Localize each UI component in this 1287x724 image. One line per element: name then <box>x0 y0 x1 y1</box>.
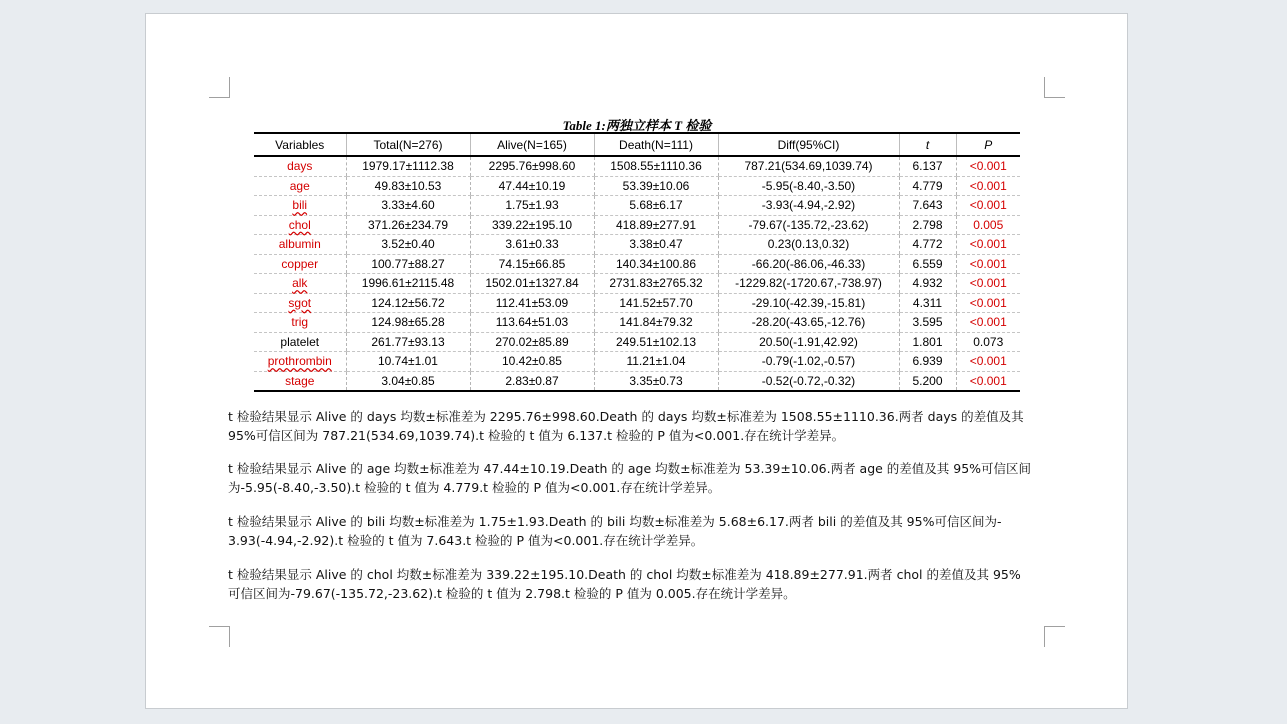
cell-alive-text: 270.02±85.89 <box>495 334 569 349</box>
cell-diff <box>718 235 899 255</box>
table-row <box>254 215 1020 235</box>
cell-p-text: 0.005 <box>973 217 1004 232</box>
table-row <box>254 254 1020 274</box>
cell-death <box>594 235 718 255</box>
cell-alive <box>470 196 594 216</box>
cell-death-text: 11.21±1.04 <box>626 354 686 369</box>
cell-total-text: 1996.61±2115.48 <box>361 276 455 291</box>
cell-t <box>899 332 956 352</box>
cell-diff <box>718 215 899 235</box>
cell-alive-text: 3.61±0.33 <box>505 237 559 252</box>
cell-alive-text: 113.64±51.03 <box>495 315 569 330</box>
cell-p <box>956 235 1020 255</box>
cell-total-text: 3.04±0.85 <box>381 373 435 388</box>
table-row <box>254 293 1020 313</box>
cell-variable <box>254 274 346 294</box>
cell-diff-text: -5.95(-8.40,-3.50) <box>761 178 856 193</box>
cell-death <box>594 332 718 352</box>
cell-p <box>956 313 1020 333</box>
cell-total-text: 124.98±65.28 <box>371 315 445 330</box>
cell-variable-text: trig <box>291 315 309 330</box>
cell-total <box>346 156 470 176</box>
paragraph-age <box>228 459 1050 497</box>
cell-total-text: 49.83±10.53 <box>374 178 442 193</box>
cell-variable-text: copper <box>281 256 319 271</box>
cell-p-text: <0.001 <box>969 159 1007 174</box>
cell-diff <box>718 371 899 391</box>
paragraph-days <box>228 407 1050 445</box>
cell-t-text: 4.932 <box>912 276 943 291</box>
cell-t-text: 4.779 <box>912 178 943 193</box>
cell-total-text: 100.77±88.27 <box>371 256 445 271</box>
cell-total-text: 3.52±0.40 <box>381 237 435 252</box>
cell-alive <box>470 156 594 176</box>
cell-diff <box>718 176 899 196</box>
cell-death-text: 3.35±0.73 <box>629 373 683 388</box>
cell-t <box>899 293 956 313</box>
cell-p <box>956 293 1020 313</box>
cell-alive <box>470 274 594 294</box>
cell-death-text: 5.68±6.17 <box>629 198 683 213</box>
cell-total-text: 1979.17±1112.38 <box>362 159 454 174</box>
cell-diff-text: -29.10(-42.39,-15.81) <box>751 295 866 310</box>
cell-alive-text: 10.42±0.85 <box>502 354 562 369</box>
cell-total <box>346 293 470 313</box>
paragraph-bili <box>228 512 1050 550</box>
header-t: t <box>899 133 956 156</box>
cell-death <box>594 196 718 216</box>
cell-death-text: 1508.55±1110.36 <box>610 159 702 174</box>
cell-death-text: 141.52±57.70 <box>619 295 693 310</box>
table-row <box>254 235 1020 255</box>
header-alive: Alive(N=165) <box>470 133 594 156</box>
cell-p-text: <0.001 <box>969 373 1007 388</box>
cell-alive <box>470 313 594 333</box>
cell-variable <box>254 215 346 235</box>
cell-total-text: 3.33±4.60 <box>381 198 435 213</box>
paragraph-line: t 检验结果显示 Alive 的 days 均数±标准差为 2295.76±998.60.Death 的 days 均数±标准差为 1508.55±1110.36.两者 days 的差值及其 <box>228 409 1024 424</box>
paragraph-line: 为-5.95(-8.40,-3.50).t 检验的 t 值为 4.779.t 检验的 P 值为<0.001.存在统计学差异。 <box>228 480 721 495</box>
paragraph-line: t 检验结果显示 Alive 的 chol 均数±标准差为 339.22±195.10.Death 的 chol 均数±标准差为 418.89±277.91.两者 chol 的差值及其 95% <box>228 567 1021 582</box>
cell-p <box>956 352 1020 372</box>
cell-p-text: <0.001 <box>969 178 1007 193</box>
table-row <box>254 156 1020 176</box>
cell-alive <box>470 352 594 372</box>
paragraph-line: t 检验结果显示 Alive 的 age 均数±标准差为 47.44±10.19.Death 的 age 均数±标准差为 53.39±10.06.两者 age 的差值及其 95%可信区间 <box>228 461 1032 476</box>
cell-alive-text: 2.83±0.87 <box>505 373 559 388</box>
cell-death <box>594 371 718 391</box>
cell-alive <box>470 293 594 313</box>
header-diff: Diff(95%CI) <box>718 133 899 156</box>
cell-p <box>956 176 1020 196</box>
cell-diff-text: -1229.82(-1720.67,-738.97) <box>735 276 882 291</box>
cell-death-text: 141.84±79.32 <box>619 315 693 330</box>
cell-variable <box>254 371 346 391</box>
cell-t-text: 3.595 <box>912 315 943 330</box>
cell-variable <box>254 254 346 274</box>
header-variables: Variables <box>254 133 346 156</box>
cell-variable-text: days <box>287 159 313 174</box>
cell-diff-text: -28.20(-43.65,-12.76) <box>751 315 866 330</box>
cell-diff <box>718 293 899 313</box>
cell-variable <box>254 196 346 216</box>
cell-alive <box>470 215 594 235</box>
cell-diff-text: -0.79(-1.02,-0.57) <box>761 354 856 369</box>
cell-diff <box>718 156 899 176</box>
cell-diff-text: -0.52(-0.72,-0.32) <box>761 373 856 388</box>
cell-t <box>899 313 956 333</box>
cell-p <box>956 371 1020 391</box>
cell-t-text: 6.559 <box>912 256 943 271</box>
cell-t-text: 2.798 <box>912 217 943 232</box>
cell-death-text: 3.38±0.47 <box>629 237 683 252</box>
cell-total-text: 124.12±56.72 <box>371 295 445 310</box>
cell-variable <box>254 156 346 176</box>
cell-total-text: 10.74±1.01 <box>378 354 438 369</box>
cell-p <box>956 274 1020 294</box>
cell-alive-text: 2295.76±998.60 <box>488 159 576 174</box>
cell-p-text: <0.001 <box>969 315 1007 330</box>
cell-death-text: 418.89±277.91 <box>616 217 696 232</box>
paragraph-line: 可信区间为-79.67(-135.72,-23.62).t 检验的 t 值为 2.798.t 检验的 P 值为 0.005.存在统计学差异。 <box>228 586 796 601</box>
margin-corner-top-right <box>1044 77 1065 98</box>
cell-alive <box>470 176 594 196</box>
cell-diff-text: -66.20(-86.06,-46.33) <box>751 256 866 271</box>
cell-t-text: 6.137 <box>912 159 943 174</box>
cell-diff-text: 0.23(0.13,0.32) <box>767 237 850 252</box>
table-row <box>254 274 1020 294</box>
cell-death <box>594 293 718 313</box>
cell-total-text: 371.26±234.79 <box>368 217 448 232</box>
table-row <box>254 313 1020 333</box>
cell-t <box>899 215 956 235</box>
table-row <box>254 332 1020 352</box>
document-page <box>145 13 1128 709</box>
cell-p-text: <0.001 <box>969 198 1007 213</box>
cell-death <box>594 176 718 196</box>
cell-variable-text: platelet <box>280 334 320 349</box>
cell-variable-text: age <box>289 178 310 193</box>
cell-p-text: <0.001 <box>969 354 1007 369</box>
cell-total-text: 261.77±93.13 <box>371 334 445 349</box>
cell-p-text: <0.001 <box>969 295 1007 310</box>
cell-total <box>346 254 470 274</box>
paragraph-line: t 检验结果显示 Alive 的 bili 均数±标准差为 1.75±1.93.Death 的 bili 均数±标准差为 5.68±6.17.两者 bili 的差值及其 95%可信区间为- <box>228 514 1002 529</box>
cell-t <box>899 196 956 216</box>
cell-death <box>594 352 718 372</box>
cell-t-text: 1.801 <box>912 334 943 349</box>
cell-variable-text: sgot <box>288 295 312 310</box>
cell-alive-text: 74.15±66.85 <box>498 256 566 271</box>
cell-variable <box>254 332 346 352</box>
cell-diff <box>718 196 899 216</box>
cell-total <box>346 332 470 352</box>
cell-t-text: 4.311 <box>912 295 943 310</box>
table-row <box>254 371 1020 391</box>
cell-p-text: 0.073 <box>973 334 1004 349</box>
cell-diff <box>718 254 899 274</box>
cell-death-text: 140.34±100.86 <box>616 256 696 271</box>
cell-variable <box>254 176 346 196</box>
cell-t <box>899 235 956 255</box>
cell-variable-text: chol <box>288 217 311 232</box>
cell-alive <box>470 254 594 274</box>
cell-p <box>956 254 1020 274</box>
cell-death <box>594 313 718 333</box>
cell-t <box>899 176 956 196</box>
cell-diff <box>718 313 899 333</box>
cell-total <box>346 215 470 235</box>
cell-t <box>899 371 956 391</box>
cell-death <box>594 274 718 294</box>
paragraph-chol <box>228 565 1050 603</box>
cell-variable-text: alk <box>292 276 308 291</box>
cell-diff-text: 20.50(-1.91,42.92) <box>759 334 858 349</box>
cell-p-text: <0.001 <box>969 276 1007 291</box>
cell-total <box>346 235 470 255</box>
cell-t <box>899 352 956 372</box>
cell-alive-text: 339.22±195.10 <box>492 217 572 232</box>
cell-t-text: 4.772 <box>912 237 943 252</box>
table-header-row <box>254 133 1020 156</box>
cell-t <box>899 274 956 294</box>
paragraph-line: 95%可信区间为 787.21(534.69,1039.74).t 检验的 t 值为 6.137.t 检验的 P 值为<0.001.存在统计学差异。 <box>228 428 845 443</box>
cell-variable-text: albumin <box>278 237 321 252</box>
cell-p-text: <0.001 <box>969 237 1007 252</box>
cell-death <box>594 215 718 235</box>
cell-p <box>956 215 1020 235</box>
cell-alive <box>470 371 594 391</box>
cell-diff <box>718 332 899 352</box>
cell-diff <box>718 352 899 372</box>
table-title: Table 1:两独立样本 T 检验 <box>562 118 712 133</box>
cell-t <box>899 156 956 176</box>
cell-alive-text: 1.75±1.93 <box>505 198 559 213</box>
cell-total <box>346 352 470 372</box>
cell-variable-text: stage <box>285 373 315 388</box>
cell-alive-text: 1502.01±1327.84 <box>485 276 579 291</box>
cell-p <box>956 196 1020 216</box>
cell-variable <box>254 235 346 255</box>
table-row <box>254 176 1020 196</box>
cell-p-text: <0.001 <box>969 256 1007 271</box>
cell-diff-text: -79.67(-135.72,-23.62) <box>748 217 869 232</box>
cell-variable-text: bili <box>292 198 308 213</box>
table-row <box>254 196 1020 216</box>
cell-variable <box>254 313 346 333</box>
cell-t-text: 6.939 <box>912 354 943 369</box>
cell-diff-text: -3.93(-4.94,-2.92) <box>761 198 856 213</box>
table-row <box>254 352 1020 372</box>
cell-death <box>594 254 718 274</box>
cell-death-text: 249.51±102.13 <box>616 334 696 349</box>
cell-p <box>956 332 1020 352</box>
cell-variable <box>254 352 346 372</box>
cell-t-text: 5.200 <box>912 373 943 388</box>
cell-death-text: 2731.83±2765.32 <box>609 276 703 291</box>
cell-variable-text: prothrombin <box>267 354 332 369</box>
margin-corner-top-left <box>209 77 230 98</box>
t-test-table <box>254 132 1020 392</box>
cell-alive-text: 47.44±10.19 <box>498 178 566 193</box>
cell-t <box>899 254 956 274</box>
cell-variable <box>254 293 346 313</box>
cell-p <box>956 156 1020 176</box>
cell-alive-text: 112.41±53.09 <box>495 295 569 310</box>
cell-t-text: 7.643 <box>912 198 943 213</box>
margin-corner-bottom-right <box>1044 626 1065 647</box>
cell-alive <box>470 235 594 255</box>
cell-total <box>346 274 470 294</box>
cell-total <box>346 371 470 391</box>
cell-death-text: 53.39±10.06 <box>622 178 690 193</box>
cell-diff-text: 787.21(534.69,1039.74) <box>744 159 873 174</box>
header-death: Death(N=111) <box>594 133 718 156</box>
cell-death <box>594 156 718 176</box>
cell-total <box>346 176 470 196</box>
cell-total <box>346 313 470 333</box>
cell-alive <box>470 332 594 352</box>
paragraph-line: 3.93(-4.94,-2.92).t 检验的 t 值为 7.643.t 检验的 P 值为<0.001.存在统计学差异。 <box>228 533 704 548</box>
header-total: Total(N=276) <box>346 133 470 156</box>
margin-corner-bottom-left <box>209 626 230 647</box>
cell-diff <box>718 274 899 294</box>
cell-total <box>346 196 470 216</box>
header-p: P <box>956 133 1020 156</box>
